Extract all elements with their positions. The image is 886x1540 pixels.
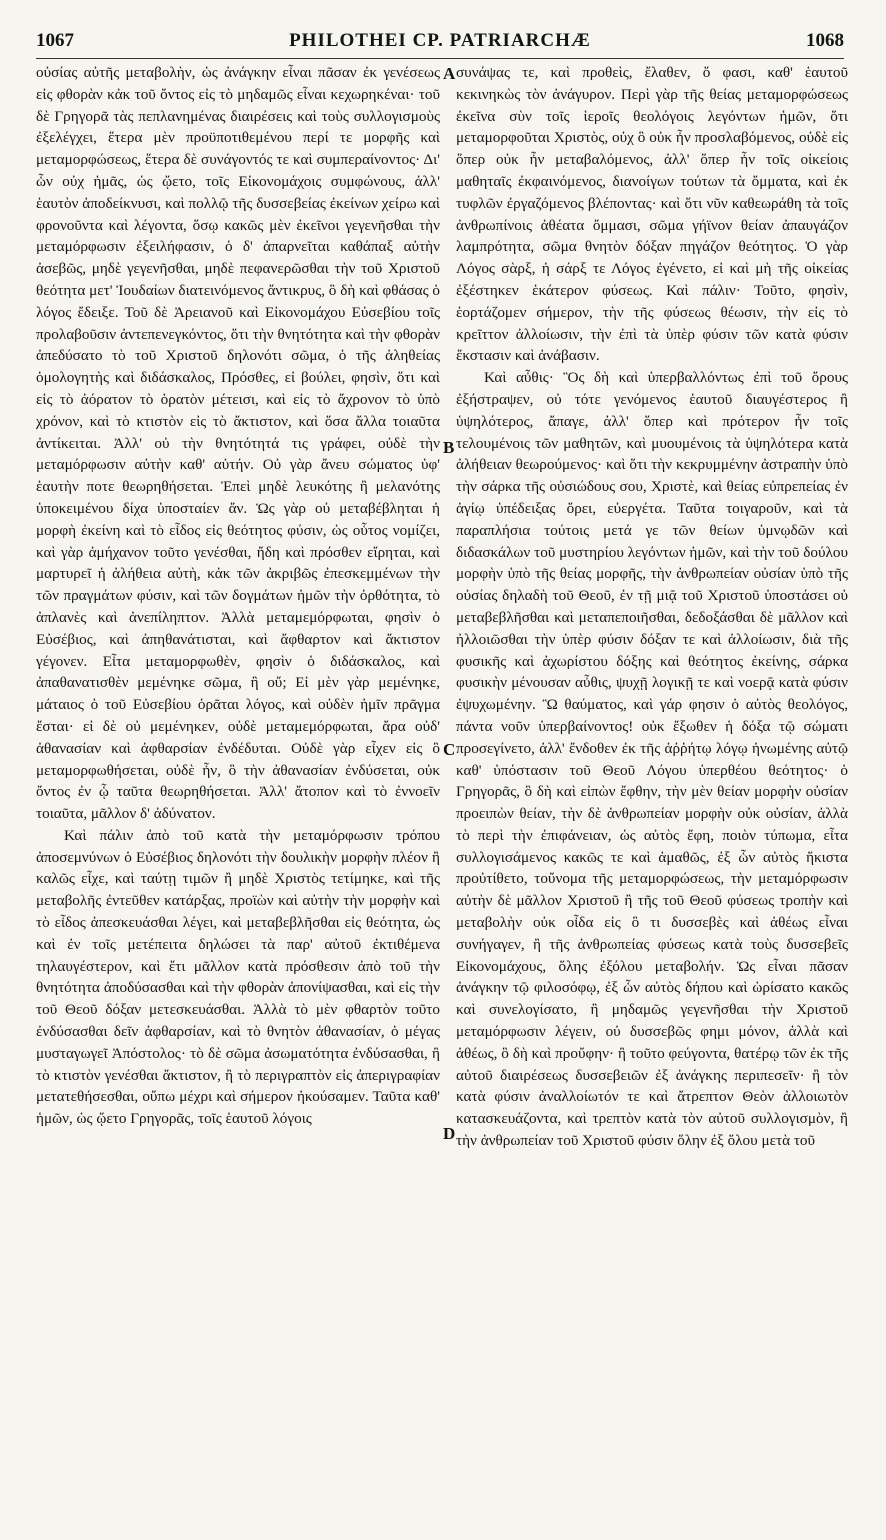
page-number-right: 1068 — [806, 30, 844, 51]
left-paragraph-2: Καὶ πάλιν ἀπὸ τοῦ κατὰ τὴν μεταμόρφωσιν τρόπου ἀποσεμνύνων ὁ Εὐσέβιος δηλονότι τὴν δουλικὴν μορφὴν πλέον ἢ καλῶς εἶχε, καὶ ταύτῃ τιμῶν ἢ μηδὲ Χριστὸς τετίμηκε, καὶ τῆς μεταβολῆς ἐντεῦθεν κατάρξας, προϊὼν καὶ αὐτὴν τὴν μορφὴν καὶ τὸ εἶδος ἀπεσκευάσθαι λέγει, καὶ μεταβεβλῆσθαι εἰς θεότητα, ὡς καὶ ἐν τοῖς μετέπειτα δηλώσει τὰ παρ' αὐτοῦ ἐκτιθέμενα τηλαυγέστερον, καὶ ἔτι μᾶλλον κατὰ πρόσθεσιν ἀπὸ τοῦ τὴν θνητότητα ἀποδύσασθαι καὶ τὴν φθορὰν ἀπονίψασθαι, καὶ εἰς τὴν τοῦ Θεοῦ δόξαν μετεσκευάσθαι. Ἀλλὰ τὸ μὲν φθαρτὸν τοῦτο ἐνδύσασθαι δεῖν ἀφθαρσίαν, καὶ τὸ θνητὸν ἀθανασίαν, ὁ μέγας μυσταγωγεῖ Ἀπόστολος· τὸ δὲ σῶμα ἀσωματότητα ἐνδύσασθαι, ἢ τὸ κτιστὸν γενέσθαι ἄκτιστον, ἢ τὸ περιγραπτὸν εἰς ἀπεριγραφίαν μετατεθήσεσθαι, οὔπω μέχρι καὶ σήμερον ἠκούσαμεν. Ταῦτα καθ' ἡμῶν, ὡς ᾤετο Γρηγορᾶς, τοῖς ἑαυτοῦ λόγοις — [36, 826, 440, 1128]
right-paragraph-1: συνάψας τε, καὶ προθεὶς, ἔλαθεν, ὅ φασι, καθ' ἑαυτοῦ κεκινηκὼς τὸν ἀνάγυρον. Περὶ γὰρ τῆς θείας μεταμορφώσεως ἐκεῖνα σὺν τοῖς ἱεροῖς θεολόγοις λεγόντων ἡμῶν, ὅτι μεταμορφοῦται Χριστὸς, οὐχ ὃ οὐκ ἦν προσλαβόμενος, οὐδὲ εἰς ὅπερ οὐκ ἦν μεταβαλόμενος, ἀλλ' ὅπερ ἦν τοῖς οἰκείοις μαθηταῖς ἐκφαινόμενος, διανοίγων τούτων τὰ ὄμματα, καὶ ἐκ τυφλῶν ἐργαζόμενος βλέποντας· καὶ ὅτι νῦν καθεωράθη τὰ τοῖς ἀνθρωπίνοις ἀθέατα ὄμμασι, σῶμα γήϊνον θείαν ἀπαυγάζον λαμπρότητα, σῶμα θνητὸν δόξαν πηγάζον θεότητος. Ὁ γὰρ Λόγος σὰρξ, ἡ σάρξ τε Λόγος ἐγένετο, εἰ καὶ μὴ τῆς οἰκείας ἐξέστηκεν ἑκάτερον φύσεως. Καὶ πάλιν· Τοῦτο, φησὶν, ἑορτάζομεν σήμερον, τὴν τῆς φύσεως θέωσιν, τὴν εἰς τὸ κρεῖττον ἀλλοίωσιν, τὴν ἐπὶ τὰ ὑπὲρ φύσιν τῶν κατὰ φύσιν ἔκστασιν καὶ ἀνάβασιν. — [456, 64, 848, 365]
right-paragraph-2: Καὶ αὖθις· Ὃς δὴ καὶ ὑπερβαλλόντως ἐπὶ τοῦ ὄρους ἐξήστραψεν, οὐ τότε γενόμενος ἑαυτοῦ διαυγέστερος ἢ ὑψηλότερος, ἄπαγε, ἀλλ' ὅπερ καὶ πρότερον ἦν τοῖς τελουμένοις τῶν μαθητῶν, καὶ μυουμένοις τὰ ὑψηλότερα κατὰ ἀλήθειαν θεωρούμενος· καὶ ὅτι τὴν κεκρυμμένην ἀστραπὴν ὑπὸ τὴν σάρκα τῆς οὐσιώδους σου, Χριστὲ, καὶ θείας εὐπρεπείας ἐν ἁγίῳ ὑπέδειξας ὄρει, εὐεργέτα. Ταῦτα τοιγαροῦν, καὶ τὰ παραπλήσια τούτοις μετά γε τῶν θείων ὑμνῳδῶν καὶ διδασκάλων τοῦ μυστηρίου λεγόντων ἡμῶν, καὶ τὴν τοῦ δούλου μορφὴν ὑπὸ τῆς θείας μορφῆς, τὴν ἀνθρωπείαν οὐσίαν ὑπὸ τῆς οὐσίας δηλαδὴ τοῦ Θεοῦ, ἐν τῇ μιᾷ τοῦ Χριστοῦ ὑποστάσει οὐ μεταβεβλῆσθαι καὶ μεταπεποιῆσθαι, δεδοξάσθαι δὲ μᾶλλον καὶ ἠλλοιῶσθαι τὴν ὑπὲρ φύσιν δόξαν τε καὶ ἀλλοίωσιν, διὰ τῆς φυσικῆς καὶ ἀχωρίστου δόξης καὶ θεότητος ἐκείνης, σάρκα φυσικὴν μένουσαν αὖθις, ψυχῇ λογικῇ τε καὶ νοερᾷ κατὰ φύσιν ἐψυχωμένην. Ὢ θαύματος, καὶ γάρ φησιν ὁ αὐτὸς θεολόγος, πάντα νοῦν ὑπερβαίνοντος! οὐκ ἔξωθεν ἡ δόξα τῷ σώματι προσεγίνετο, ἀλλ' ἔνδοθεν ἐκ τῆς ἀῤῥήτῳ λόγῳ ἡνωμένης αὐτῷ καθ' ὑπόστασιν τοῦ Θεοῦ Λόγου ὑπερθέου θεότητος· ὁ Γρηγορᾶς, ὃ δὴ καὶ εἰπὼν ἔφθην, τὴν μὲν θείαν μορφὴν οὐσίαν προειπὼν θείαν, τὴν δὲ ἀνθρωπείαν μορφὴν οὐκ οὐσίαν, ἀλλὰ τὸ περὶ τὴν ἐπιφάνειαν, ὡς αὐτὸς ἔφη, ποιὸν τύπωμα, εἶτα συλλογισάμενος κακῶς τε καὶ ἀμαθῶς, ἐξ ὧν αὐτὸς ἥκιστα προὐτίθετο, τοὔνομα τῆς μεταμορφώσεως, τὴν μεταμόρφωσιν αὐτὴν δὲ μᾶλλον Χριστοῦ ἢ τῆς τοῦ Θεοῦ φύσεως τροπὴν καὶ μεταβολὴν οὐκ οἶδα εἰς ὃ τι δυσσεβὲς καὶ ἀθέως εἶναι συνήγαγεν, ἢ τῆς ἀνθρωπείας φύσεως κατὰ τοὺς δυσσεβεῖς Εἰκονομάχους, ὅλης ἐξόλου μεταβολήν. Ὡς εἶναι πᾶσαν ἀνάγκην τῷ φιλοσόφῳ, ἐξ ὧν αὐτὸς δήπου καὶ ὡρίσατο κακῶς καὶ συνελογίσατο, ἢ μηδαμῶς γεγενῆσθαι τὴν Χριστοῦ μεταμόρφωσιν λέγειν, οὐ δυσσεβῶς φημι μόνον, ἀλλὰ καὶ ἀθέως, ὃ δὴ καὶ προὔφην· ἢ τοῦτο φεύγοντα, θατέρῳ τῶν ἐκ τῆς αὐτοῦ διαιρέσεως δυσσεβειῶν ἐξ ἀνάγκης περιπεσεῖν· ἢ τὸν κατὰ φύσιν ἀναλλοίωτόν τε καὶ ἄτρεπτον Θεὸν ἀλλοιωτὸν κατασκευάζοντα, καὶ τρεπτὸν κατὰ τὸν αὐτοῦ συλλογισμὸν, ἢ τὴν ἀνθρωπείαν τοῦ Χριστοῦ φύσιν ὅλην ἐξ ὅλου μετὰ τοῦ — [456, 369, 848, 1150]
right-column — [456, 62, 848, 1522]
header-rule — [36, 58, 844, 59]
page-number-left: 1067 — [36, 30, 74, 51]
section-marker-a: A — [443, 64, 456, 83]
page-title: PHILOTHEI CP. PATRIARCHÆ — [289, 30, 591, 51]
running-header — [36, 30, 844, 56]
left-column — [36, 62, 440, 1522]
section-marker-c: C — [443, 740, 456, 759]
section-marker-b: B — [443, 438, 455, 457]
left-paragraph-1: οὐσίας αὐτῆς μεταβολὴν, ὡς ἀνάγκην εἶναι πᾶσαν ἐκ γενέσεως εἰς φθορὰν κἀκ τοῦ ὄντος εἰς τὸ μηδαμῶς εἶναι κεχωρηκέναι· τοῦ δὲ Γρηγορᾶ τὰς πεπλανημένας διαιρέσεις καὶ τοὺς συλλογισμοὺς ἐξελέγχει, ἕτερα μὲν προϋποτιθεμένου περί τε μορφῆς καὶ μεταμορφώσεως, ἕτερα δὲ συνάγοντός τε καὶ συμπεραίνοντος· Δι' ὧν οὐχ ἡμᾶς, ὡς ᾤετο, τοῖς Εἰκονομάχοις συμφώνους, ἀλλ' ἑαυτὸν ἀποδείκνυσι, καὶ πολλῷ τῆς δυσσεβείας ἐκείνων χείρω καὶ φρονοῦντα καὶ λέγοντα, ὅσῳ κακῶς μὲν ἐκεῖνοι γεγενῆσθαι τὴν μεταμόρφωσιν ἐξειλήφασιν, ὁ δ' ἀπαρνεῖται καθάπαξ αὐτὴν ἀσεβῶς, μηδὲ γεγενῆσθαι, μηδὲ πεφανερῶσθαι τὴν τοῦ Χριστοῦ θεότητα μετ' Ἰουδαίων διατεινόμενος ἄντικρυς, ὃ δὴ καὶ φθάσας ὁ λόγος ἔδειξε. Τοῦ δὲ Ἀρειανοῦ καὶ Εἰκονομάχου Εὐσεβίου τοῖς προλαβοῦσιν ἀντεπενεγκόντος, ὅτι τὴν θνητότητα καὶ τὴν φθορὰν ἀπεδύσατο τὸ τοῦ Χριστοῦ δηλονότι σῶμα, ὁ τῆς ἀληθείας ὁμολογητὴς καὶ διδάσκαλος, Πρόσθες, εἰ βούλει, φησὶν, ὅτι καὶ εἰς τὸ ἀόρατον τὸ ὁρατὸν μέτεισι, καὶ εἰς τὸ ἄχρονον τὸ ὑπὸ χρόνον, καὶ τὸ κτιστὸν εἰς τὸ ἄκτιστον, καὶ ὅσα ἄλλα τοιαῦτα ἀντίκειται. Ἀλλ' οὐ τὴν θνητότητά τις γράφει, οὐδὲ τὴν μεταμόρφωσιν αὐτὴν καθ' αὑτήν. Οὐ γὰρ ἄνευ σώματος ὑφ' ἑαυτὴν ποτε θεωρηθήσεται. Ἐπεὶ μηδὲ λευκότης ἢ μελανότης ὑποκειμένου δίχα ὑποσταίεν ἄν. Ὡς γὰρ οὐ μεταβέβληται ἡ μορφὴ ἐκείνη καὶ τὸ εἶδος εἰς θεότητος φύσιν, ὡς οὗτος νομίζει, καὶ γὰρ ἀμήχανον τοῦτο γενέσθαι, ἤδη καὶ πρόσθεν εἴρηται, καὶ μαρτυρεῖ ἡ ἀλήθεια αὐτὴ, κἀκ τῶν ἀκριβῶς ἐπεσκεμμένων τὴν τῶν πραγμάτων φύσιν, καὶ τῶν δογμάτων ἡμῶν τὴν ὀρθότητα, τὸ ἀπλανὲς καὶ ἀνεπίληπτον. Ἀλλὰ μεταμεμόρφωται, φησὶν ὁ Εὐσέβιος, καὶ ἀπηθανάτισται, καὶ ἄφθαρτον καὶ ἄκτιστον γέγονεν. Εἶτα μεταμορφωθὲν, φησὶν ὁ διδάσκαλος, καὶ ἀπαθανατισθὲν μεμένηκε σῶμα, ἢ οὔ; Εἰ μὲν γὰρ μεμένηκε, μάταιος ὁ τοῦ Εὐσεβίου ὁρᾶται λόγος, καὶ οὐδὲν ἡμῖν πρᾶγμα ἔσται· εἰ δὲ οὐ μεμένηκεν, οὐδὲ μεταμεμόρφωται, ἄρα οὐδ' ἀθανασίαν καὶ ἀφθαρσίαν ἐνδέδυται. Οὐδὲ γὰρ εἶχεν εἰς ὃ μεταμορφωθήσεται, οὐδὲ ἦν, ὃ τὴν ἀθανασίαν ἐνδύσεται, οὐκ ὄντος ἐν ᾧ ταῦτα θεωρηθήσεται. Ἀλλ' ἄτοπον καὶ τὸ ἐννοεῖν τοιαῦτα, μᾶλλον δ' ἀδύνατον. — [36, 64, 440, 823]
section-marker-d: D — [443, 1124, 456, 1143]
